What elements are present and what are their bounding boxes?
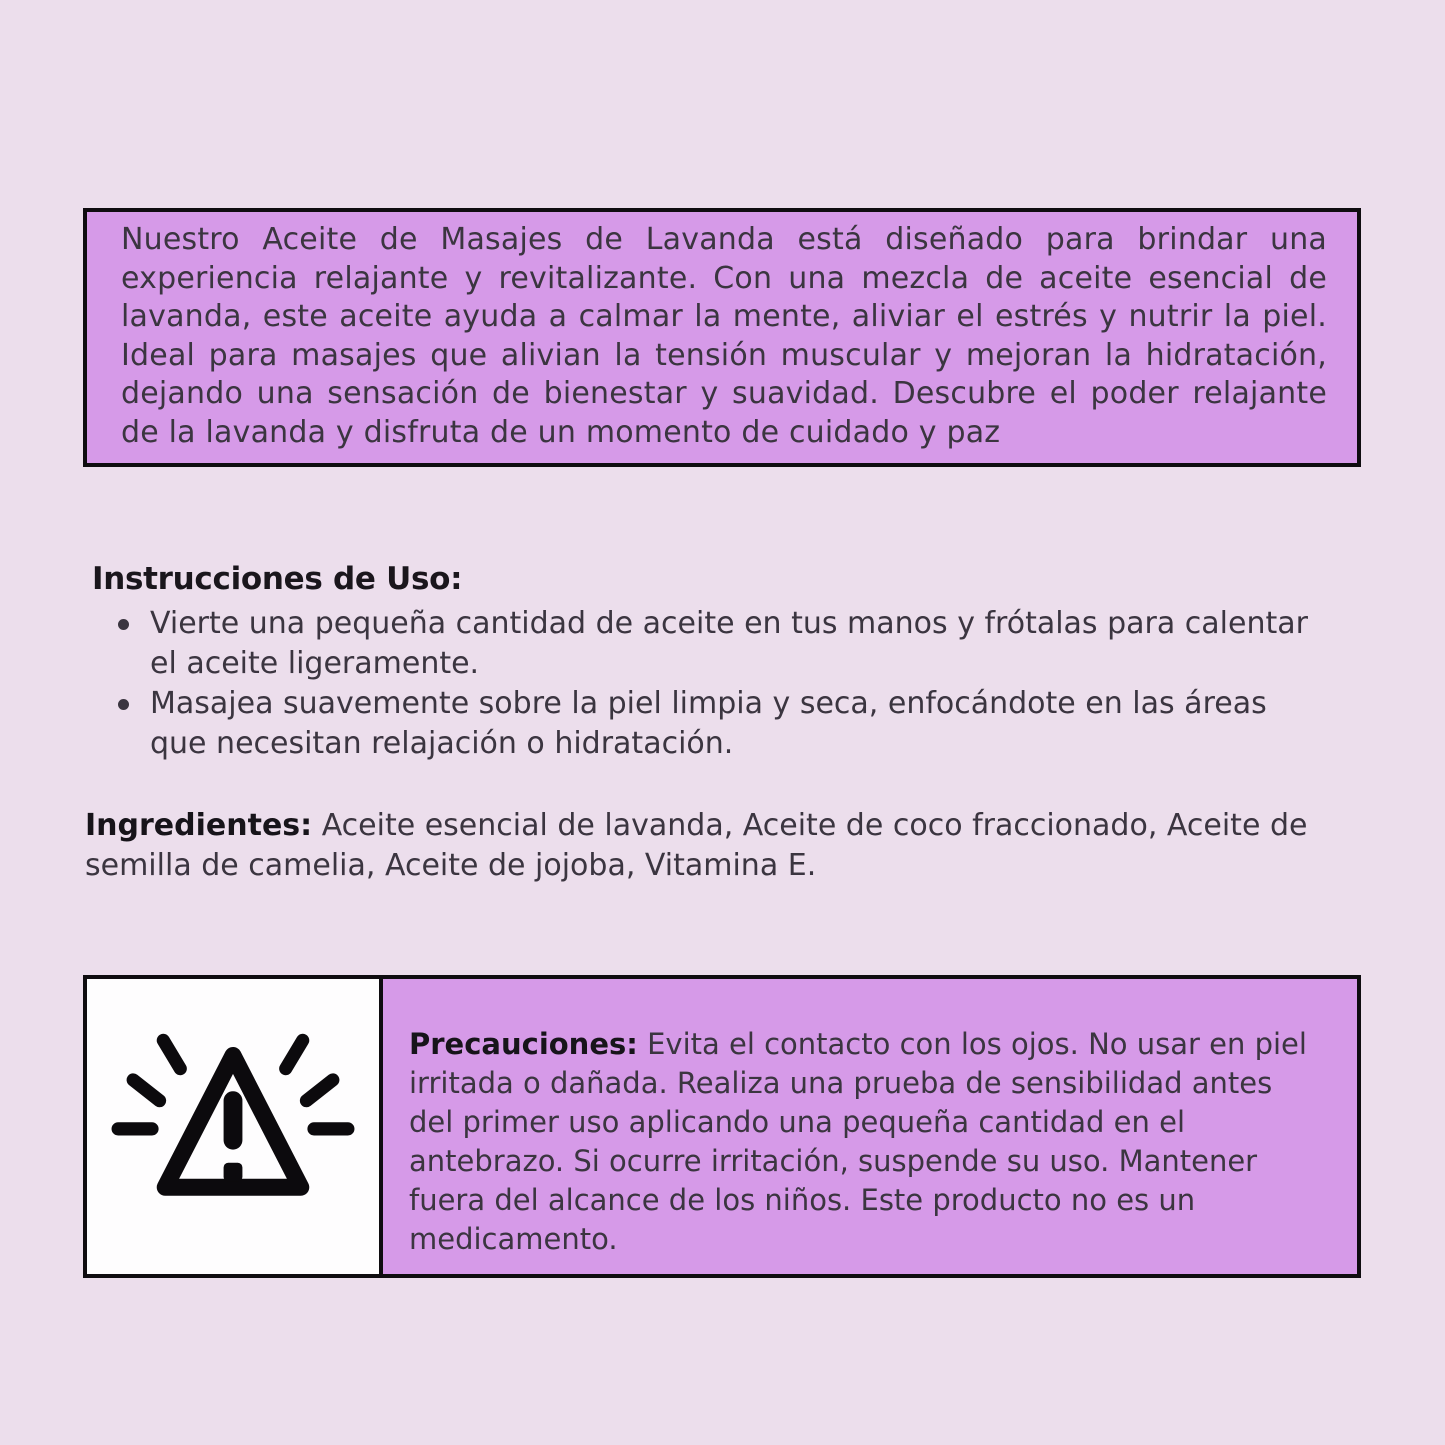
instruction-item: Masajea suavemente sobre la piel limpia y seca, enfocándote en las áreas que necesitan relajación o hidratación. — [92, 684, 1322, 764]
ingredients-label: Ingredientes: — [85, 808, 313, 843]
warning-triangle-icon — [101, 1014, 365, 1240]
instruction-item: Vierte una pequeña cantidad de aceite en tus manos y frótalas para calentar el aceite ligeramente. — [92, 604, 1322, 684]
product-description-text: Nuestro Aceite de Masajes de Lavanda está diseñado para brindar una experiencia relajante y revitalizante. Con una mezcla de aceite esencial de lavanda, este aceite ayuda a calmar la mente, aliviar el estrés y nutrir la piel. Ideal para masajes que alivian la tensión muscular y mejoran la hidratación, dejando una sensación de bienestar y suavidad. Descubre el poder relajante de la lavanda y disfruta de un momento de cuidado y paz — [121, 222, 1327, 450]
instructions-section — [92, 560, 1322, 764]
precautions-box — [83, 975, 1361, 1278]
warning-icon-cell — [87, 979, 383, 1274]
ingredients-text: Aceite esencial de lavanda, Aceite de coco fraccionado, Aceite de semilla de camelia, Aceite de jojoba, Vitamina E. — [85, 808, 1308, 883]
precautions-text: Evita el contacto con los ojos. No usar en piel irritada o dañada. Realiza una prueba de sensibilidad antes del primer uso aplicando una pequeña cantidad en el antebrazo. Si ocurre irritación, suspende su uso. Mantener fuera del alcance de los niños. Este producto no es un medicamento. — [409, 1027, 1307, 1256]
precautions-label: Precauciones: — [409, 1027, 638, 1061]
instructions-list — [92, 604, 1322, 764]
ingredients-section — [85, 806, 1367, 886]
precautions-paragraph — [409, 1025, 1317, 1259]
ingredients-paragraph — [85, 806, 1367, 886]
precautions-text-cell — [383, 979, 1357, 1274]
instructions-heading: Instrucciones de Uso: — [92, 561, 463, 597]
product-description-box — [83, 208, 1361, 467]
